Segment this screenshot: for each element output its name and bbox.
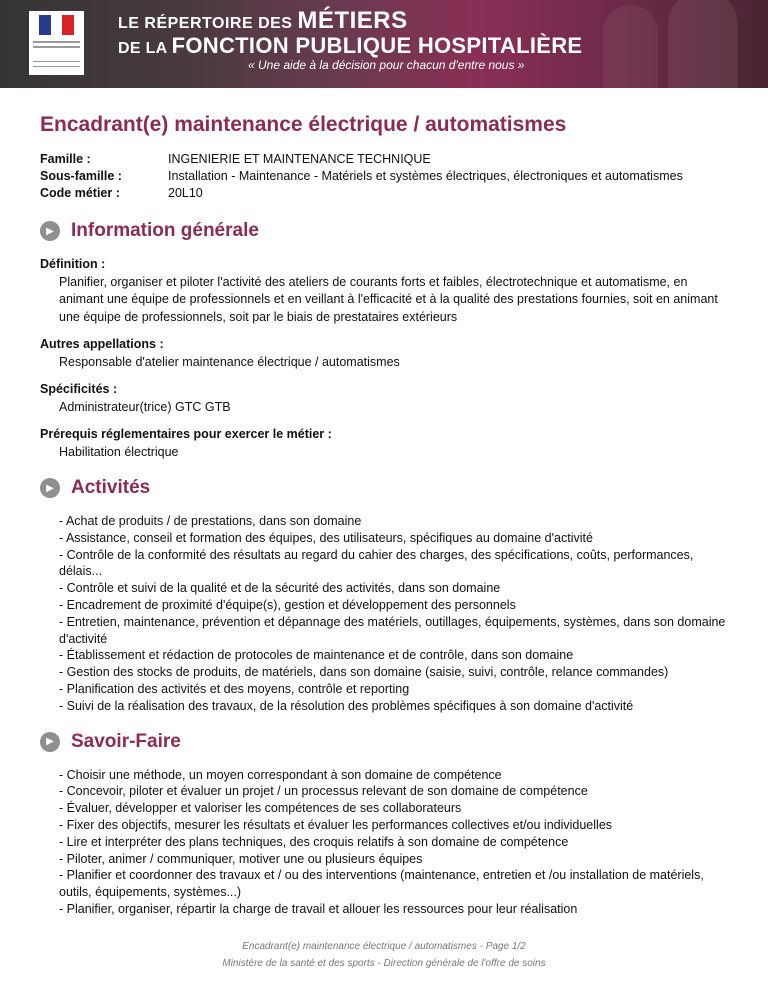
meta-row-sous-famille xyxy=(40,168,730,185)
meta-value: 20L10 xyxy=(168,186,203,200)
list-item: - Assistance, conseil et formation des équipes, des utilisateurs, spécifiques au domaine d'activité xyxy=(59,530,593,545)
arrow-right-icon: ▶ xyxy=(40,732,60,752)
section-title: Information générale xyxy=(71,220,259,241)
field-label: Spécificités : xyxy=(40,382,118,396)
banner-line1-big: MÉTIERS xyxy=(297,7,408,34)
field-autres-appellations xyxy=(40,336,730,371)
section-title: Activités xyxy=(71,477,151,498)
job-meta xyxy=(40,151,730,202)
list-item: - Lire et interpréter des plans techniques, des croquis relatifs à son domaine de compétence xyxy=(59,834,569,849)
section-head-savoir-faire xyxy=(40,731,730,753)
banner-title-line-2 xyxy=(118,33,582,59)
field-label: Prérequis réglementaires pour exercer le métier : xyxy=(40,427,332,441)
savoir-faire-list xyxy=(40,767,730,918)
banner-line2-big: FONCTION PUBLIQUE HOSPITALIÈRE xyxy=(171,33,583,58)
meta-label: Sous-famille : xyxy=(40,169,122,183)
footer-line-2: Ministère de la santé et des sports - Direction générale de l'offre de soins xyxy=(222,958,546,969)
list-item: - Encadrement de proximité d'équipe(s), gestion et développement des personnels xyxy=(59,597,516,612)
french-flag-icon xyxy=(39,15,74,35)
field-value: Responsable d'atelier maintenance électrique / automatismes xyxy=(59,354,400,369)
list-item: - Piloter, animer / communiquer, motiver une ou plusieurs équipes xyxy=(59,851,423,866)
list-item: - Établissement et rédaction de protocoles de maintenance et de contrôle, dans son domaine xyxy=(59,648,574,663)
meta-row-famille xyxy=(40,151,730,168)
meta-row-code xyxy=(40,185,730,202)
logo-text-line xyxy=(33,41,80,43)
logo-text-line xyxy=(33,61,80,62)
logo-text-line xyxy=(33,46,80,48)
arrow-right-icon: ▶ xyxy=(40,478,60,498)
section-title: Savoir-Faire xyxy=(71,730,181,752)
field-specificites xyxy=(40,381,730,416)
banner-tagline: « Une aide à la décision pour chacun d'entre nous » xyxy=(248,58,525,72)
meta-value: Installation - Maintenance - Matériels et systèmes électriques, électroniques et automatismes xyxy=(168,169,683,183)
field-label: Définition : xyxy=(40,257,106,271)
arrow-right-icon: ▶ xyxy=(40,221,60,241)
list-item: - Fixer des objectifs, mesurer les résultats et évaluer les performances collectives et/ou individuelles xyxy=(59,817,613,832)
meta-label: Code métier : xyxy=(40,186,120,200)
list-item: - Suivi de la réalisation des travaux, de la résolution des problèmes spécifiques à son domaine d'activité xyxy=(59,698,634,713)
banner-title-line-1 xyxy=(118,7,408,35)
list-item: - Planifier, organiser, répartir la charge de travail et allouer les ressources pour leur réalisation xyxy=(59,901,578,916)
meta-label: Famille : xyxy=(40,152,91,166)
republique-logo xyxy=(29,11,84,75)
list-item: - Choisir une méthode, un moyen correspondant à son domaine de compétence xyxy=(59,767,502,782)
footer-line-1: Encadrant(e) maintenance électrique / automatismes - Page 1/2 xyxy=(242,941,526,952)
section-head-activites xyxy=(40,477,730,499)
job-title: Encadrant(e) maintenance électrique / automatismes xyxy=(40,113,567,136)
list-item: - Planifier et coordonner des travaux et / ou des interventions (maintenance, entretien et /ou installation de matériels, outils, équipements, systèmes...) xyxy=(59,868,704,900)
meta-value: INGENIERIE ET MAINTENANCE TECHNIQUE xyxy=(168,152,431,166)
activites-list xyxy=(40,513,730,715)
field-value: Administrateur(trice) GTC GTB xyxy=(59,399,231,414)
logo-text-line xyxy=(33,66,80,67)
banner-line2-small: DE LA xyxy=(118,40,167,57)
field-definition xyxy=(40,256,730,326)
document-body xyxy=(40,113,730,918)
field-label: Autres appellations : xyxy=(40,337,164,351)
section-head-info xyxy=(40,220,730,242)
list-item: - Concevoir, piloter et évaluer un projet / un processus relevant de son domaine de compétence xyxy=(59,784,588,799)
list-item: - Entretien, maintenance, prévention et dépannage des matériels, outillages, équipements, systèmes, dans son domaine d'activité xyxy=(59,614,726,646)
banner-line1-small: LE RÉPERTOIRE DES xyxy=(118,15,293,32)
list-item: - Évaluer, développer et valoriser les compétences de ses collaborateurs xyxy=(59,801,462,816)
header-banner xyxy=(0,0,768,88)
list-item: - Contrôle et suivi de la qualité et de la sécurité des activités, dans son domaine xyxy=(59,581,501,596)
list-item: - Achat de produits / de prestations, dans son domaine xyxy=(59,514,362,528)
field-prerequis xyxy=(40,426,730,461)
field-value: Planifier, organiser et piloter l'activité des ateliers de courants forts et faibles, électrotechnique et automatisme, en animant une équipe de professionnels et en veillant à l'efficacité et à la qualité des prestations fournies, soit en animant une équipe de professionnels, soit par le biais de prestataires extérieurs xyxy=(59,274,718,324)
list-item: - Planification des activités et des moyens, contrôle et reporting xyxy=(59,681,410,696)
field-value: Habilitation électrique xyxy=(59,444,179,459)
list-item: - Contrôle de la conformité des résultats au regard du cahier des charges, des spécifications, coûts, performances, délais... xyxy=(59,547,694,579)
list-item: - Gestion des stocks de produits, de matériels, dans son domaine (saisie, suivi, contrôle, relance commandes) xyxy=(59,665,669,680)
